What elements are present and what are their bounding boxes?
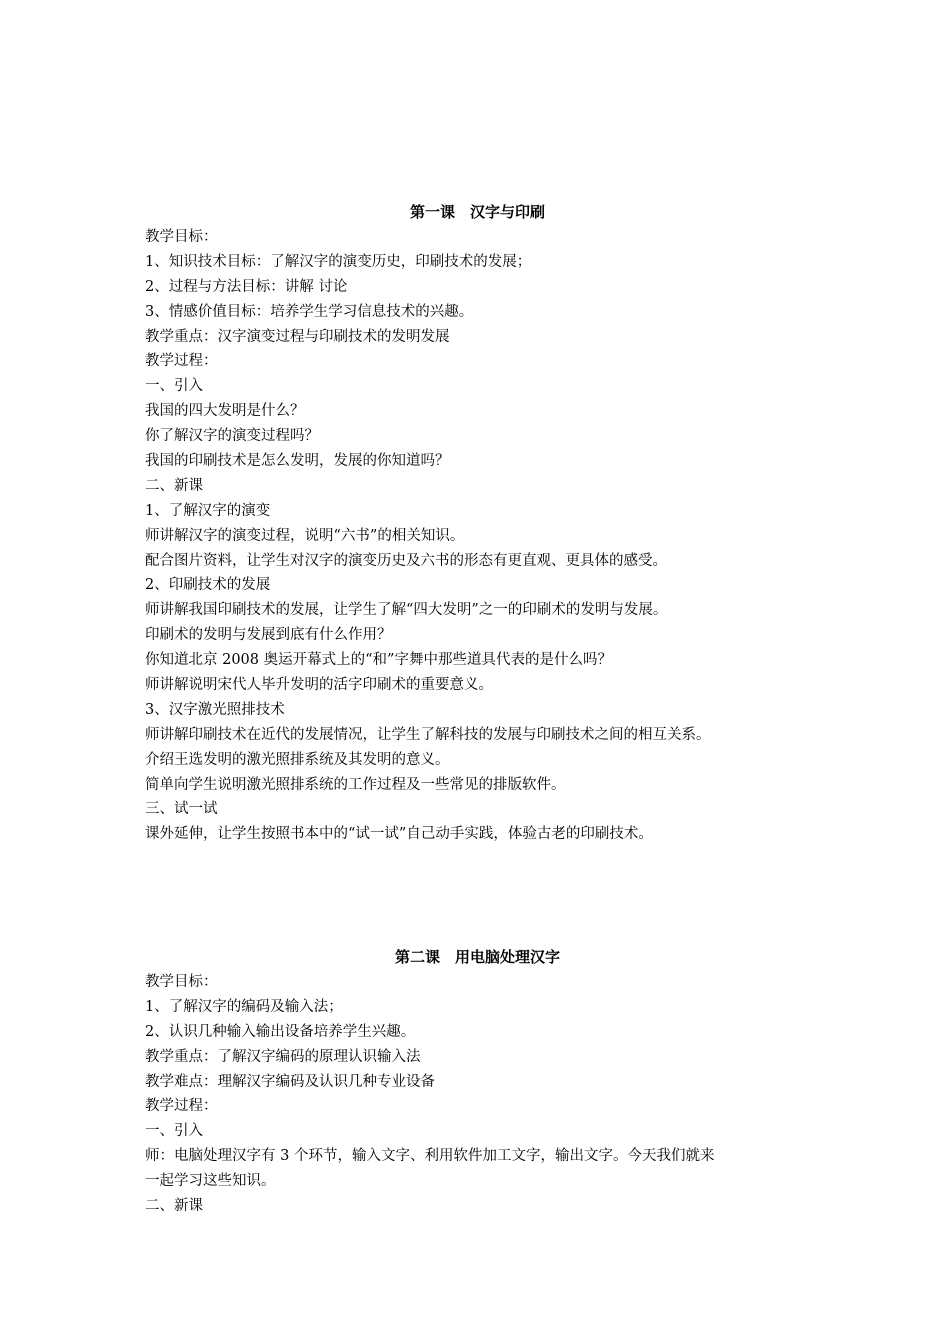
lesson-1-line: 课外延伸，让学生按照书本中的“试一试”自己动手实践，体验古老的印刷技术。 [145,826,653,843]
lesson-2-body [145,970,810,1219]
lesson-1-line: 1、知识技术目标：了解汉字的演变历史，印刷技术的发展； [145,253,532,270]
lesson-1-line: 教学目标： [145,229,218,245]
lesson-1-line: 印刷术的发明与发展到底有什么作用？ [145,627,392,644]
lesson-2-line: 2、认识几种输入输出设备培养学生兴趣。 [145,1023,416,1040]
lesson-1-line: 一、引入 [145,378,203,395]
lesson-1-line: 你了解汉字的演变过程吗？ [145,428,319,445]
lesson-1-line: 你知道北京 2008 奥运开幕式上的“和”字舞中那些道具代表的是什么吗？ [145,652,612,669]
lesson-1-line: 三、试一试 [145,801,218,818]
lesson-2-line: 教学目标： [145,974,218,990]
lesson-1-line: 简单向学生说明激光照排系统的工作过程及一些常见的排版软件。 [145,776,566,793]
lesson-2-line: 教学过程： [145,1098,218,1115]
lesson-1-title: 第一课 汉字与印刷 [409,203,545,221]
lesson-2-line: 师：电脑处理汉字有 3 个环节，输入文字、利用软件加工文字，输出文字。今天我们就来 [145,1148,715,1165]
lesson-1-line: 教学重点：汉字演变过程与印刷技术的发明发展 [145,328,450,345]
lesson-1-line: 介绍王选发明的激光照排系统及其发明的意义。 [145,751,450,768]
lesson-1-line: 师讲解汉字的演变过程，说明“六书”的相关知识。 [145,527,465,544]
lesson-1-line: 师讲解印刷技术在近代的发展情况，让学生了解科技的发展与印刷技术之间的相互关系。 [145,726,711,743]
lesson-1-line: 3、汉字激光照排技术 [145,701,285,718]
lesson-1-line: 我国的四大发明是什么？ [145,403,305,420]
lesson-1-line: 2、过程与方法目标：讲解 讨论 [145,278,348,295]
lesson-2-line: 一、引入 [145,1123,203,1140]
lesson-1-line: 二、新课 [145,477,203,494]
lesson-1-line: 1、了解汉字的演变 [145,502,271,519]
lesson-2-line: 一起学习这些知识。 [145,1173,276,1190]
lesson-1-line: 2、印刷技术的发展 [145,577,271,594]
lesson-1-line: 配合图片资料，让学生对汉字的演变历史及六书的形态有更直观、更具体的感受。 [145,552,667,569]
lesson-2-title: 第二课 用电脑处理汉字 [394,948,560,966]
lesson-1-line: 师讲解说明宋代人毕升发明的活字印刷术的重要意义。 [145,677,493,694]
lesson-1 [145,200,810,847]
lesson-1-line: 师讲解我国印刷技术的发展，让学生了解“四大发明”之一的印刷术的发明与发展。 [145,602,668,619]
lesson-2-line: 教学难点：理解汉字编码及认识几种专业设备 [145,1073,435,1090]
lesson-1-line: 3、情感价值目标：培养学生学习信息技术的兴趣。 [145,303,474,320]
lesson-1-body [145,225,810,847]
lesson-2-line: 二、新课 [145,1198,203,1215]
lesson-2-line: 1、了解汉字的编码及输入法； [145,998,343,1015]
lesson-2-line: 教学重点：了解汉字编码的原理认识输入法 [145,1048,421,1065]
lesson-2 [145,945,810,1219]
lesson-1-line: 我国的印刷技术是怎么发明，发展的你知道吗？ [145,453,450,470]
lesson-1-line: 教学过程： [145,353,218,370]
